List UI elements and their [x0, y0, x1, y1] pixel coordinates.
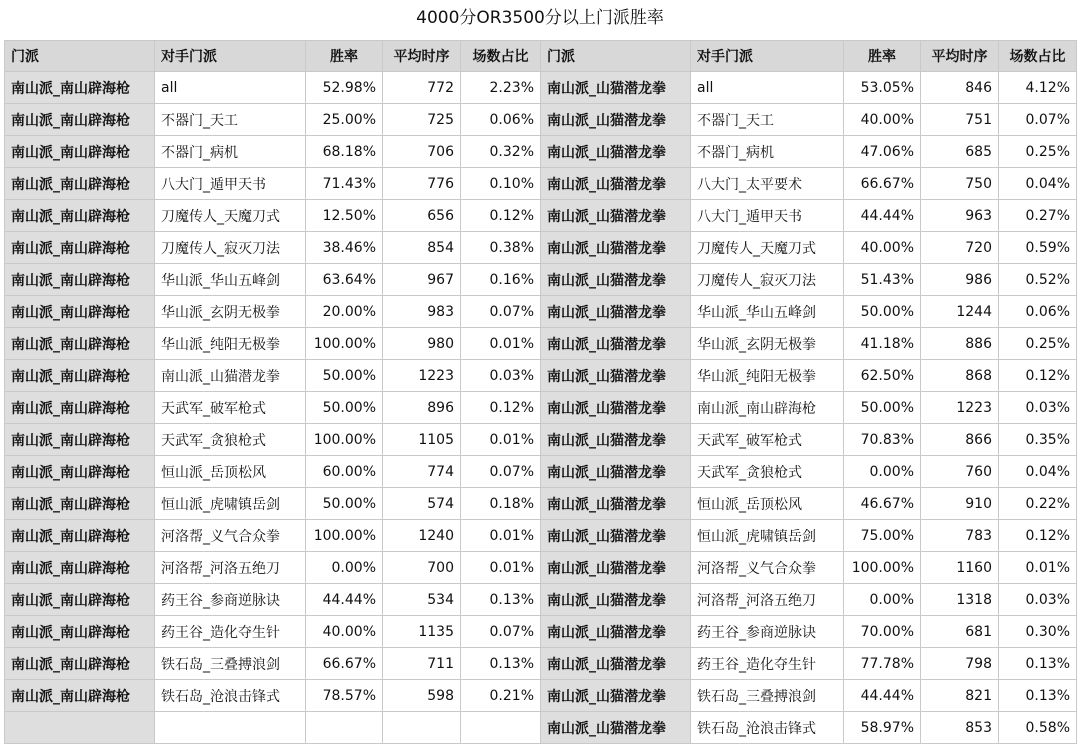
school-cell-left: 南山派_南山辟海枪	[5, 552, 155, 584]
header-school-left: 门派	[5, 41, 155, 72]
header-row	[5, 41, 1077, 72]
avg-time-cell-right: 886	[921, 328, 999, 360]
ratio-cell-left: 0.03%	[461, 360, 541, 392]
table-row	[5, 584, 1077, 616]
ratio-cell-right: 0.58%	[999, 712, 1077, 744]
school-cell-right: 南山派_山猫潜龙拳	[541, 168, 691, 200]
table-row	[5, 424, 1077, 456]
ratio-cell-right: 0.25%	[999, 328, 1077, 360]
avg-time-cell-left: 700	[383, 552, 461, 584]
ratio-cell-left: 0.18%	[461, 488, 541, 520]
ratio-cell-right: 0.12%	[999, 360, 1077, 392]
school-cell-right: 南山派_山猫潜龙拳	[541, 648, 691, 680]
ratio-cell-right: 0.25%	[999, 136, 1077, 168]
school-cell-right: 南山派_山猫潜龙拳	[541, 456, 691, 488]
avg-time-cell-left: 725	[383, 104, 461, 136]
table-row	[5, 136, 1077, 168]
opponent-cell-left: 铁石岛_三叠搏浪剑	[155, 648, 306, 680]
avg-time-cell-right: 986	[921, 264, 999, 296]
empty-cell-left	[461, 712, 541, 744]
school-cell-left: 南山派_南山辟海枪	[5, 264, 155, 296]
school-cell-right: 南山派_山猫潜龙拳	[541, 232, 691, 264]
avg-time-cell-right: 846	[921, 72, 999, 104]
winrate-cell-left: 100.00%	[306, 328, 383, 360]
school-cell-left: 南山派_南山辟海枪	[5, 424, 155, 456]
winrate-cell-left: 68.18%	[306, 136, 383, 168]
table-row	[5, 392, 1077, 424]
opponent-cell-left: 恒山派_虎啸镇岳剑	[155, 488, 306, 520]
winrate-cell-right: 66.67%	[844, 168, 921, 200]
opponent-cell-right: 恒山派_虎啸镇岳剑	[691, 520, 844, 552]
avg-time-cell-left: 1240	[383, 520, 461, 552]
opponent-cell-right: 华山派_玄阴无极拳	[691, 328, 844, 360]
empty-school-cell-left	[5, 712, 155, 744]
table-row	[5, 552, 1077, 584]
winrate-cell-left: 52.98%	[306, 72, 383, 104]
table-row	[5, 168, 1077, 200]
header-winrate-right: 胜率	[844, 41, 921, 72]
school-cell-left: 南山派_南山辟海枪	[5, 648, 155, 680]
avg-time-cell-right: 750	[921, 168, 999, 200]
ratio-cell-left: 0.12%	[461, 392, 541, 424]
opponent-cell-left: 不器门_天工	[155, 104, 306, 136]
table-row	[5, 104, 1077, 136]
table-row	[5, 616, 1077, 648]
ratio-cell-left: 0.07%	[461, 296, 541, 328]
avg-time-cell-right: 853	[921, 712, 999, 744]
header-opponent-left: 对手门派	[155, 41, 306, 72]
winrate-cell-right: 0.00%	[844, 584, 921, 616]
opponent-cell-left: 药王谷_参商逆脉诀	[155, 584, 306, 616]
school-cell-right: 南山派_山猫潜龙拳	[541, 328, 691, 360]
school-cell-right: 南山派_山猫潜龙拳	[541, 680, 691, 712]
avg-time-cell-right: 866	[921, 424, 999, 456]
avg-time-cell-right: 720	[921, 232, 999, 264]
school-cell-right: 南山派_山猫潜龙拳	[541, 616, 691, 648]
winrate-cell-left: 12.50%	[306, 200, 383, 232]
avg-time-cell-left: 980	[383, 328, 461, 360]
ratio-cell-left: 0.21%	[461, 680, 541, 712]
avg-time-cell-left: 656	[383, 200, 461, 232]
school-cell-right: 南山派_山猫潜龙拳	[541, 584, 691, 616]
opponent-cell-right: 不器门_天工	[691, 104, 844, 136]
opponent-cell-right: 铁石岛_三叠搏浪剑	[691, 680, 844, 712]
school-cell-left: 南山派_南山辟海枪	[5, 136, 155, 168]
avg-time-cell-left: 598	[383, 680, 461, 712]
winrate-cell-right: 40.00%	[844, 104, 921, 136]
header-ratio-left: 场数占比	[461, 41, 541, 72]
school-cell-left: 南山派_南山辟海枪	[5, 328, 155, 360]
school-cell-left: 南山派_南山辟海枪	[5, 520, 155, 552]
avg-time-cell-left: 774	[383, 456, 461, 488]
header-ratio-right: 场数占比	[999, 41, 1077, 72]
opponent-cell-left: 不器门_病机	[155, 136, 306, 168]
ratio-cell-right: 0.04%	[999, 168, 1077, 200]
opponent-cell-right: 不器门_病机	[691, 136, 844, 168]
table-row	[5, 232, 1077, 264]
winrate-cell-left: 50.00%	[306, 360, 383, 392]
empty-cell-left	[155, 712, 306, 744]
school-cell-right: 南山派_山猫潜龙拳	[541, 392, 691, 424]
ratio-cell-left: 2.23%	[461, 72, 541, 104]
winrate-cell-right: 50.00%	[844, 392, 921, 424]
ratio-cell-left: 0.01%	[461, 328, 541, 360]
avg-time-cell-right: 783	[921, 520, 999, 552]
ratio-cell-right: 0.27%	[999, 200, 1077, 232]
winrate-cell-right: 44.44%	[844, 680, 921, 712]
winrate-cell-left: 78.57%	[306, 680, 383, 712]
avg-time-cell-right: 910	[921, 488, 999, 520]
opponent-cell-left: 天武军_贪狼枪式	[155, 424, 306, 456]
school-cell-left: 南山派_南山辟海枪	[5, 456, 155, 488]
opponent-cell-right: 天武军_贪狼枪式	[691, 456, 844, 488]
opponent-cell-right: 南山派_南山辟海枪	[691, 392, 844, 424]
winrate-cell-left: 40.00%	[306, 616, 383, 648]
school-cell-left: 南山派_南山辟海枪	[5, 232, 155, 264]
winrate-cell-right: 70.83%	[844, 424, 921, 456]
table-row	[5, 712, 1077, 744]
ratio-cell-right: 0.06%	[999, 296, 1077, 328]
ratio-cell-left: 0.07%	[461, 616, 541, 648]
ratio-cell-left: 0.01%	[461, 520, 541, 552]
avg-time-cell-left: 534	[383, 584, 461, 616]
avg-time-cell-right: 1160	[921, 552, 999, 584]
school-cell-left: 南山派_南山辟海枪	[5, 360, 155, 392]
ratio-cell-left: 0.12%	[461, 200, 541, 232]
school-cell-right: 南山派_山猫潜龙拳	[541, 136, 691, 168]
winrate-cell-right: 70.00%	[844, 616, 921, 648]
winrate-cell-left: 63.64%	[306, 264, 383, 296]
winrate-cell-left: 50.00%	[306, 488, 383, 520]
ratio-cell-right: 0.07%	[999, 104, 1077, 136]
avg-time-cell-right: 685	[921, 136, 999, 168]
opponent-cell-right: 刀魔传人_寂灭刀法	[691, 264, 844, 296]
opponent-cell-right: 铁石岛_沧浪击锋式	[691, 712, 844, 744]
avg-time-cell-left: 1105	[383, 424, 461, 456]
table-row	[5, 360, 1077, 392]
table-row	[5, 264, 1077, 296]
avg-time-cell-left: 1135	[383, 616, 461, 648]
opponent-cell-left: 天武军_破军枪式	[155, 392, 306, 424]
winrate-cell-right: 40.00%	[844, 232, 921, 264]
ratio-cell-right: 0.03%	[999, 584, 1077, 616]
avg-time-cell-left: 967	[383, 264, 461, 296]
winrate-cell-right: 58.97%	[844, 712, 921, 744]
avg-time-cell-right: 821	[921, 680, 999, 712]
ratio-cell-left: 0.01%	[461, 552, 541, 584]
winrate-cell-right: 77.78%	[844, 648, 921, 680]
winrate-cell-left: 20.00%	[306, 296, 383, 328]
opponent-cell-left: 河洛帮_河洛五绝刀	[155, 552, 306, 584]
winrate-cell-right: 46.67%	[844, 488, 921, 520]
avg-time-cell-right: 963	[921, 200, 999, 232]
ratio-cell-right: 0.01%	[999, 552, 1077, 584]
avg-time-cell-left: 1223	[383, 360, 461, 392]
avg-time-cell-right: 1244	[921, 296, 999, 328]
winrate-cell-right: 0.00%	[844, 456, 921, 488]
school-cell-right: 南山派_山猫潜龙拳	[541, 72, 691, 104]
ratio-cell-right: 0.59%	[999, 232, 1077, 264]
ratio-cell-right: 0.35%	[999, 424, 1077, 456]
ratio-cell-right: 0.30%	[999, 616, 1077, 648]
opponent-cell-right: 河洛帮_河洛五绝刀	[691, 584, 844, 616]
table-row	[5, 488, 1077, 520]
avg-time-cell-right: 798	[921, 648, 999, 680]
table-row	[5, 648, 1077, 680]
winrate-cell-left: 66.67%	[306, 648, 383, 680]
winrate-cell-right: 44.44%	[844, 200, 921, 232]
opponent-cell-left: 八大门_遁甲天书	[155, 168, 306, 200]
school-cell-right: 南山派_山猫潜龙拳	[541, 552, 691, 584]
avg-time-cell-left: 983	[383, 296, 461, 328]
opponent-cell-right: 刀魔传人_天魔刀式	[691, 232, 844, 264]
opponent-cell-right: 天武军_破军枪式	[691, 424, 844, 456]
avg-time-cell-right: 681	[921, 616, 999, 648]
ratio-cell-right: 0.04%	[999, 456, 1077, 488]
header-avg-time-right: 平均时序	[921, 41, 999, 72]
avg-time-cell-right: 1223	[921, 392, 999, 424]
school-cell-right: 南山派_山猫潜龙拳	[541, 712, 691, 744]
winrate-cell-left: 60.00%	[306, 456, 383, 488]
opponent-cell-right: 八大门_太平要术	[691, 168, 844, 200]
avg-time-cell-right: 868	[921, 360, 999, 392]
opponent-cell-left: 河洛帮_义气合众拳	[155, 520, 306, 552]
school-cell-left: 南山派_南山辟海枪	[5, 584, 155, 616]
opponent-cell-right: 八大门_遁甲天书	[691, 200, 844, 232]
opponent-cell-left: 华山派_华山五峰剑	[155, 264, 306, 296]
avg-time-cell-left: 574	[383, 488, 461, 520]
empty-cell-left	[383, 712, 461, 744]
avg-time-cell-left: 706	[383, 136, 461, 168]
opponent-cell-left: 华山派_玄阴无极拳	[155, 296, 306, 328]
opponent-cell-right: 河洛帮_义气合众拳	[691, 552, 844, 584]
school-cell-right: 南山派_山猫潜龙拳	[541, 488, 691, 520]
winrate-cell-right: 100.00%	[844, 552, 921, 584]
opponent-cell-left: 华山派_纯阳无极拳	[155, 328, 306, 360]
ratio-cell-left: 0.06%	[461, 104, 541, 136]
school-cell-right: 南山派_山猫潜龙拳	[541, 200, 691, 232]
winrate-cell-left: 100.00%	[306, 424, 383, 456]
ratio-cell-right: 0.52%	[999, 264, 1077, 296]
opponent-cell-left: 刀魔传人_寂灭刀法	[155, 232, 306, 264]
opponent-cell-right: 药王谷_参商逆脉诀	[691, 616, 844, 648]
table-row	[5, 328, 1077, 360]
winrate-cell-right: 50.00%	[844, 296, 921, 328]
avg-time-cell-left: 772	[383, 72, 461, 104]
winrate-cell-right: 51.43%	[844, 264, 921, 296]
winrate-cell-right: 75.00%	[844, 520, 921, 552]
table-row	[5, 296, 1077, 328]
table-row	[5, 680, 1077, 712]
avg-time-cell-left: 776	[383, 168, 461, 200]
ratio-cell-left: 0.10%	[461, 168, 541, 200]
avg-time-cell-left: 711	[383, 648, 461, 680]
opponent-cell-left: 铁石岛_沧浪击锋式	[155, 680, 306, 712]
school-cell-right: 南山派_山猫潜龙拳	[541, 424, 691, 456]
school-cell-left: 南山派_南山辟海枪	[5, 616, 155, 648]
stats-table	[4, 40, 1077, 744]
school-cell-left: 南山派_南山辟海枪	[5, 488, 155, 520]
ratio-cell-left: 0.16%	[461, 264, 541, 296]
ratio-cell-left: 0.13%	[461, 584, 541, 616]
table-row	[5, 456, 1077, 488]
school-cell-left: 南山派_南山辟海枪	[5, 392, 155, 424]
winrate-cell-right: 47.06%	[844, 136, 921, 168]
table-row	[5, 72, 1077, 104]
school-cell-right: 南山派_山猫潜龙拳	[541, 360, 691, 392]
winrate-cell-right: 53.05%	[844, 72, 921, 104]
opponent-cell-left: all	[155, 72, 306, 104]
ratio-cell-right: 0.22%	[999, 488, 1077, 520]
header-opponent-right: 对手门派	[691, 41, 844, 72]
school-cell-left: 南山派_南山辟海枪	[5, 72, 155, 104]
opponent-cell-left: 刀魔传人_天魔刀式	[155, 200, 306, 232]
ratio-cell-right: 0.13%	[999, 680, 1077, 712]
winrate-cell-left: 44.44%	[306, 584, 383, 616]
ratio-cell-left: 0.13%	[461, 648, 541, 680]
ratio-cell-right: 0.12%	[999, 520, 1077, 552]
opponent-cell-right: all	[691, 72, 844, 104]
ratio-cell-left: 0.38%	[461, 232, 541, 264]
school-cell-left: 南山派_南山辟海枪	[5, 200, 155, 232]
winrate-cell-right: 62.50%	[844, 360, 921, 392]
opponent-cell-left: 南山派_山猫潜龙拳	[155, 360, 306, 392]
opponent-cell-right: 华山派_纯阳无极拳	[691, 360, 844, 392]
school-cell-right: 南山派_山猫潜龙拳	[541, 520, 691, 552]
ratio-cell-left: 0.32%	[461, 136, 541, 168]
school-cell-right: 南山派_山猫潜龙拳	[541, 104, 691, 136]
winrate-cell-left: 38.46%	[306, 232, 383, 264]
school-cell-left: 南山派_南山辟海枪	[5, 680, 155, 712]
ratio-cell-left: 0.01%	[461, 424, 541, 456]
opponent-cell-left: 恒山派_岳顶松风	[155, 456, 306, 488]
avg-time-cell-right: 760	[921, 456, 999, 488]
header-avg-time-left: 平均时序	[383, 41, 461, 72]
empty-cell-left	[306, 712, 383, 744]
school-cell-right: 南山派_山猫潜龙拳	[541, 296, 691, 328]
winrate-cell-left: 0.00%	[306, 552, 383, 584]
table-row	[5, 520, 1077, 552]
winrate-cell-left: 50.00%	[306, 392, 383, 424]
avg-time-cell-right: 751	[921, 104, 999, 136]
header-school-right: 门派	[541, 41, 691, 72]
avg-time-cell-right: 1318	[921, 584, 999, 616]
school-cell-left: 南山派_南山辟海枪	[5, 296, 155, 328]
opponent-cell-right: 华山派_华山五峰剑	[691, 296, 844, 328]
opponent-cell-right: 恒山派_岳顶松风	[691, 488, 844, 520]
ratio-cell-right: 4.12%	[999, 72, 1077, 104]
winrate-cell-left: 100.00%	[306, 520, 383, 552]
opponent-cell-left: 药王谷_造化夺生针	[155, 616, 306, 648]
ratio-cell-right: 0.03%	[999, 392, 1077, 424]
header-winrate-left: 胜率	[306, 41, 383, 72]
school-cell-right: 南山派_山猫潜龙拳	[541, 264, 691, 296]
opponent-cell-right: 药王谷_造化夺生针	[691, 648, 844, 680]
table-row	[5, 200, 1077, 232]
winrate-cell-right: 41.18%	[844, 328, 921, 360]
avg-time-cell-left: 896	[383, 392, 461, 424]
page-title: 4000分OR3500分以上门派胜率	[416, 8, 664, 28]
school-cell-left: 南山派_南山辟海枪	[5, 168, 155, 200]
ratio-cell-right: 0.13%	[999, 648, 1077, 680]
ratio-cell-left: 0.07%	[461, 456, 541, 488]
winrate-cell-left: 25.00%	[306, 104, 383, 136]
winrate-cell-left: 71.43%	[306, 168, 383, 200]
school-cell-left: 南山派_南山辟海枪	[5, 104, 155, 136]
avg-time-cell-left: 854	[383, 232, 461, 264]
